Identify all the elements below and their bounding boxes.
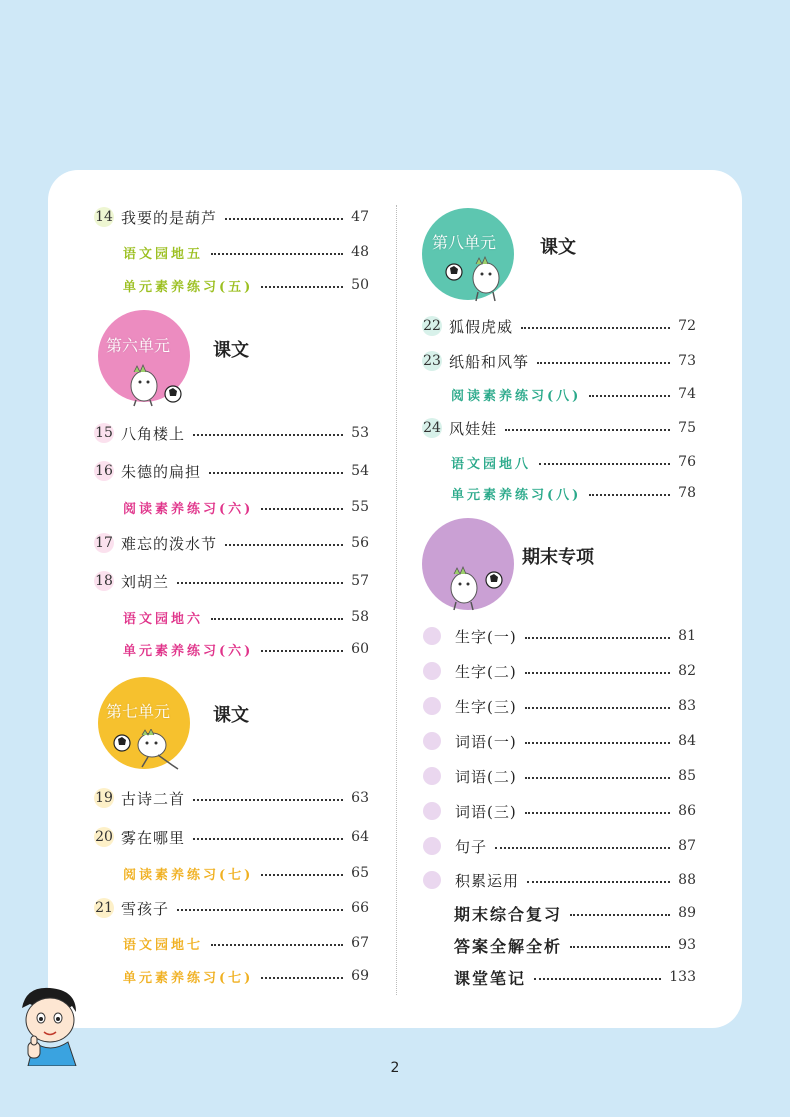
- toc-entry[interactable]: [94, 205, 369, 229]
- page-number: 57: [351, 573, 369, 589]
- page-number: 86: [678, 803, 696, 819]
- footer-page-number: 2: [390, 1060, 400, 1076]
- dot-leader: [225, 218, 343, 220]
- dot-leader: [537, 362, 670, 364]
- entry-title: 词语(三): [455, 802, 517, 821]
- dinosaur-mascot-icon: [126, 360, 186, 408]
- dot-leader: [525, 812, 670, 814]
- page-number: 47: [351, 209, 369, 225]
- toc-entry[interactable]: [123, 861, 369, 885]
- dot-leader: [177, 909, 343, 911]
- unit8-heading: 课文: [540, 237, 576, 258]
- bullet-dot: [423, 697, 441, 715]
- entry-title: 语文园地五: [123, 246, 204, 262]
- final-review-heading: 期末专项: [522, 547, 594, 568]
- page-number: 50: [351, 277, 369, 293]
- lesson-number: 24: [423, 420, 441, 436]
- entry-title: 阅读素养练习(八): [451, 388, 582, 404]
- toc-entry[interactable]: [454, 965, 696, 989]
- lesson-number: 19: [95, 790, 113, 806]
- toc-entry[interactable]: [94, 459, 369, 483]
- entry-title: 风娃娃: [449, 419, 498, 438]
- dot-leader: [589, 494, 670, 496]
- dot-leader: [261, 286, 343, 288]
- page-number: 74: [678, 386, 696, 402]
- entry-title: 语文园地七: [123, 937, 204, 953]
- page-number: 60: [351, 641, 369, 657]
- toc-entry[interactable]: [123, 637, 369, 661]
- toc-entry[interactable]: [423, 729, 696, 753]
- entry-title: 生字(一): [455, 627, 517, 646]
- entry-title: 朱德的扁担: [121, 462, 202, 481]
- entry-title: 雾在哪里: [121, 828, 186, 847]
- bullet-dot: [423, 732, 441, 750]
- dot-leader: [525, 707, 670, 709]
- dot-leader: [225, 544, 343, 546]
- dot-leader: [527, 881, 670, 883]
- lesson-number: 23: [423, 353, 441, 369]
- entry-title: 生字(二): [455, 662, 517, 681]
- entry-title: 单元素养练习(六): [123, 643, 254, 659]
- lesson-number: 20: [95, 829, 113, 845]
- toc-entry[interactable]: [422, 416, 696, 440]
- toc-entry[interactable]: [451, 481, 696, 505]
- entry-title: 单元素养练习(八): [451, 487, 582, 503]
- page-number: 72: [678, 318, 696, 334]
- column-divider: [396, 205, 397, 995]
- page-number: 85: [678, 768, 696, 784]
- unit6-heading: 课文: [213, 340, 249, 361]
- toc-entry[interactable]: [454, 901, 696, 925]
- dot-leader: [261, 874, 343, 876]
- page-number: 67: [351, 935, 369, 951]
- page-number: 54: [351, 463, 369, 479]
- dot-leader: [193, 434, 343, 436]
- entry-title: 语文园地八: [451, 456, 532, 472]
- lesson-number: 22: [423, 318, 441, 334]
- entry-title: 语文园地六: [123, 611, 204, 627]
- page-number: 66: [351, 900, 369, 916]
- entry-title: 词语(一): [455, 732, 517, 751]
- bullet-dot: [423, 767, 441, 785]
- page-number: 83: [678, 698, 696, 714]
- entry-title: 生字(三): [455, 697, 517, 716]
- dot-leader: [211, 253, 343, 255]
- page-number: 133: [669, 969, 696, 985]
- lesson-number: 17: [95, 535, 113, 551]
- lesson-number: 14: [95, 209, 113, 225]
- page-number: 84: [678, 733, 696, 749]
- toc-entry[interactable]: [123, 605, 369, 629]
- bullet-dot: [423, 627, 441, 645]
- dot-leader: [525, 742, 670, 744]
- page-number: 64: [351, 829, 369, 845]
- entry-title: 古诗二首: [121, 789, 186, 808]
- entry-title: 词语(二): [455, 767, 517, 786]
- dot-leader: [525, 672, 670, 674]
- lesson-number: 18: [95, 573, 113, 589]
- entry-title: 狐假虎威: [449, 317, 514, 336]
- lesson-number: 15: [95, 425, 113, 441]
- page-number: 75: [678, 420, 696, 436]
- page-number: 82: [678, 663, 696, 679]
- entry-title: 八角楼上: [121, 424, 186, 443]
- dot-leader: [209, 472, 343, 474]
- boy-thumbs-up-icon: [16, 984, 84, 1066]
- entry-title: 刘胡兰: [121, 572, 170, 591]
- page-number: 78: [678, 485, 696, 501]
- page-number: 93: [678, 937, 696, 953]
- toc-entry[interactable]: [123, 240, 369, 264]
- page-number: 58: [351, 609, 369, 625]
- dot-leader: [261, 508, 343, 510]
- entry-title: 难忘的泼水节: [121, 534, 218, 553]
- entry-title: 课堂笔记: [454, 968, 527, 988]
- entry-title: 单元素养练习(七): [123, 970, 254, 986]
- unit7-heading: 课文: [213, 705, 249, 726]
- page-number: 81: [678, 628, 696, 644]
- dinosaur-mascot-icon: [444, 564, 510, 612]
- toc-entry[interactable]: [422, 314, 696, 338]
- dot-leader: [505, 429, 670, 431]
- unit7-name: 第七单元: [106, 702, 171, 721]
- dot-leader: [525, 637, 670, 639]
- dot-leader: [193, 799, 343, 801]
- dot-leader: [261, 650, 343, 652]
- entry-title: 单元素养练习(五): [123, 279, 254, 295]
- toc-entry[interactable]: [94, 569, 369, 593]
- page-number: 89: [678, 905, 696, 921]
- toc-entry[interactable]: [123, 273, 369, 297]
- lesson-number: 16: [95, 463, 113, 479]
- entry-title: 答案全解全析: [454, 936, 563, 956]
- entry-title: 积累运用: [455, 871, 520, 890]
- toc-entry[interactable]: [94, 786, 369, 810]
- page-number: 65: [351, 865, 369, 881]
- toc-entry[interactable]: [423, 659, 696, 683]
- page-number: 55: [351, 499, 369, 515]
- toc-entry[interactable]: [423, 624, 696, 648]
- entry-title: 我要的是葫芦: [121, 208, 218, 227]
- page-number: 87: [678, 838, 696, 854]
- toc-entry[interactable]: [123, 495, 369, 519]
- dot-leader: [177, 582, 343, 584]
- dot-leader: [521, 327, 670, 329]
- toc-entry[interactable]: [423, 764, 696, 788]
- bullet-dot: [423, 837, 441, 855]
- toc-entry[interactable]: [94, 531, 369, 555]
- page-number: 48: [351, 244, 369, 260]
- toc-entry[interactable]: [454, 933, 696, 957]
- toc-entry[interactable]: [451, 450, 696, 474]
- toc-entry[interactable]: [94, 421, 369, 445]
- toc-entry[interactable]: [423, 799, 696, 823]
- unit6-name: 第六单元: [106, 336, 171, 355]
- dot-leader: [211, 618, 343, 620]
- dot-leader: [570, 914, 670, 916]
- toc-entry[interactable]: [423, 868, 696, 892]
- entry-title: 纸船和风筝: [449, 352, 530, 371]
- entry-title: 句子: [455, 837, 488, 856]
- dot-leader: [211, 944, 343, 946]
- bullet-dot: [423, 802, 441, 820]
- entry-title: 阅读素养练习(七): [123, 867, 254, 883]
- toc-entry[interactable]: [451, 382, 696, 406]
- page-number: 69: [351, 968, 369, 984]
- dot-leader: [534, 978, 661, 980]
- toc-entry[interactable]: [422, 349, 696, 373]
- dot-leader: [570, 946, 670, 948]
- dot-leader: [193, 838, 343, 840]
- dot-leader: [525, 777, 670, 779]
- page-number: 88: [678, 872, 696, 888]
- dot-leader: [495, 847, 670, 849]
- bullet-dot: [423, 662, 441, 680]
- toc-entry[interactable]: [94, 896, 369, 920]
- entry-title: 雪孩子: [121, 899, 170, 918]
- page-number: 63: [351, 790, 369, 806]
- dot-leader: [261, 977, 343, 979]
- dinosaur-mascot-icon: [438, 256, 508, 304]
- toc-entry[interactable]: [123, 931, 369, 955]
- bullet-dot: [423, 871, 441, 889]
- toc-entry[interactable]: [123, 964, 369, 988]
- unit8-name: 第八单元: [432, 233, 497, 252]
- toc-entry[interactable]: [94, 825, 369, 849]
- toc-entry[interactable]: [423, 694, 696, 718]
- page-number: 53: [351, 425, 369, 441]
- dot-leader: [539, 463, 670, 465]
- entry-title: 期末综合复习: [454, 904, 563, 924]
- dot-leader: [589, 395, 670, 397]
- lesson-number: 21: [95, 900, 113, 916]
- page-number: 73: [678, 353, 696, 369]
- page-number: 56: [351, 535, 369, 551]
- toc-entry[interactable]: [423, 834, 696, 858]
- dinosaur-mascot-icon: [112, 729, 184, 771]
- page-number: 76: [678, 454, 696, 470]
- entry-title: 阅读素养练习(六): [123, 501, 254, 517]
